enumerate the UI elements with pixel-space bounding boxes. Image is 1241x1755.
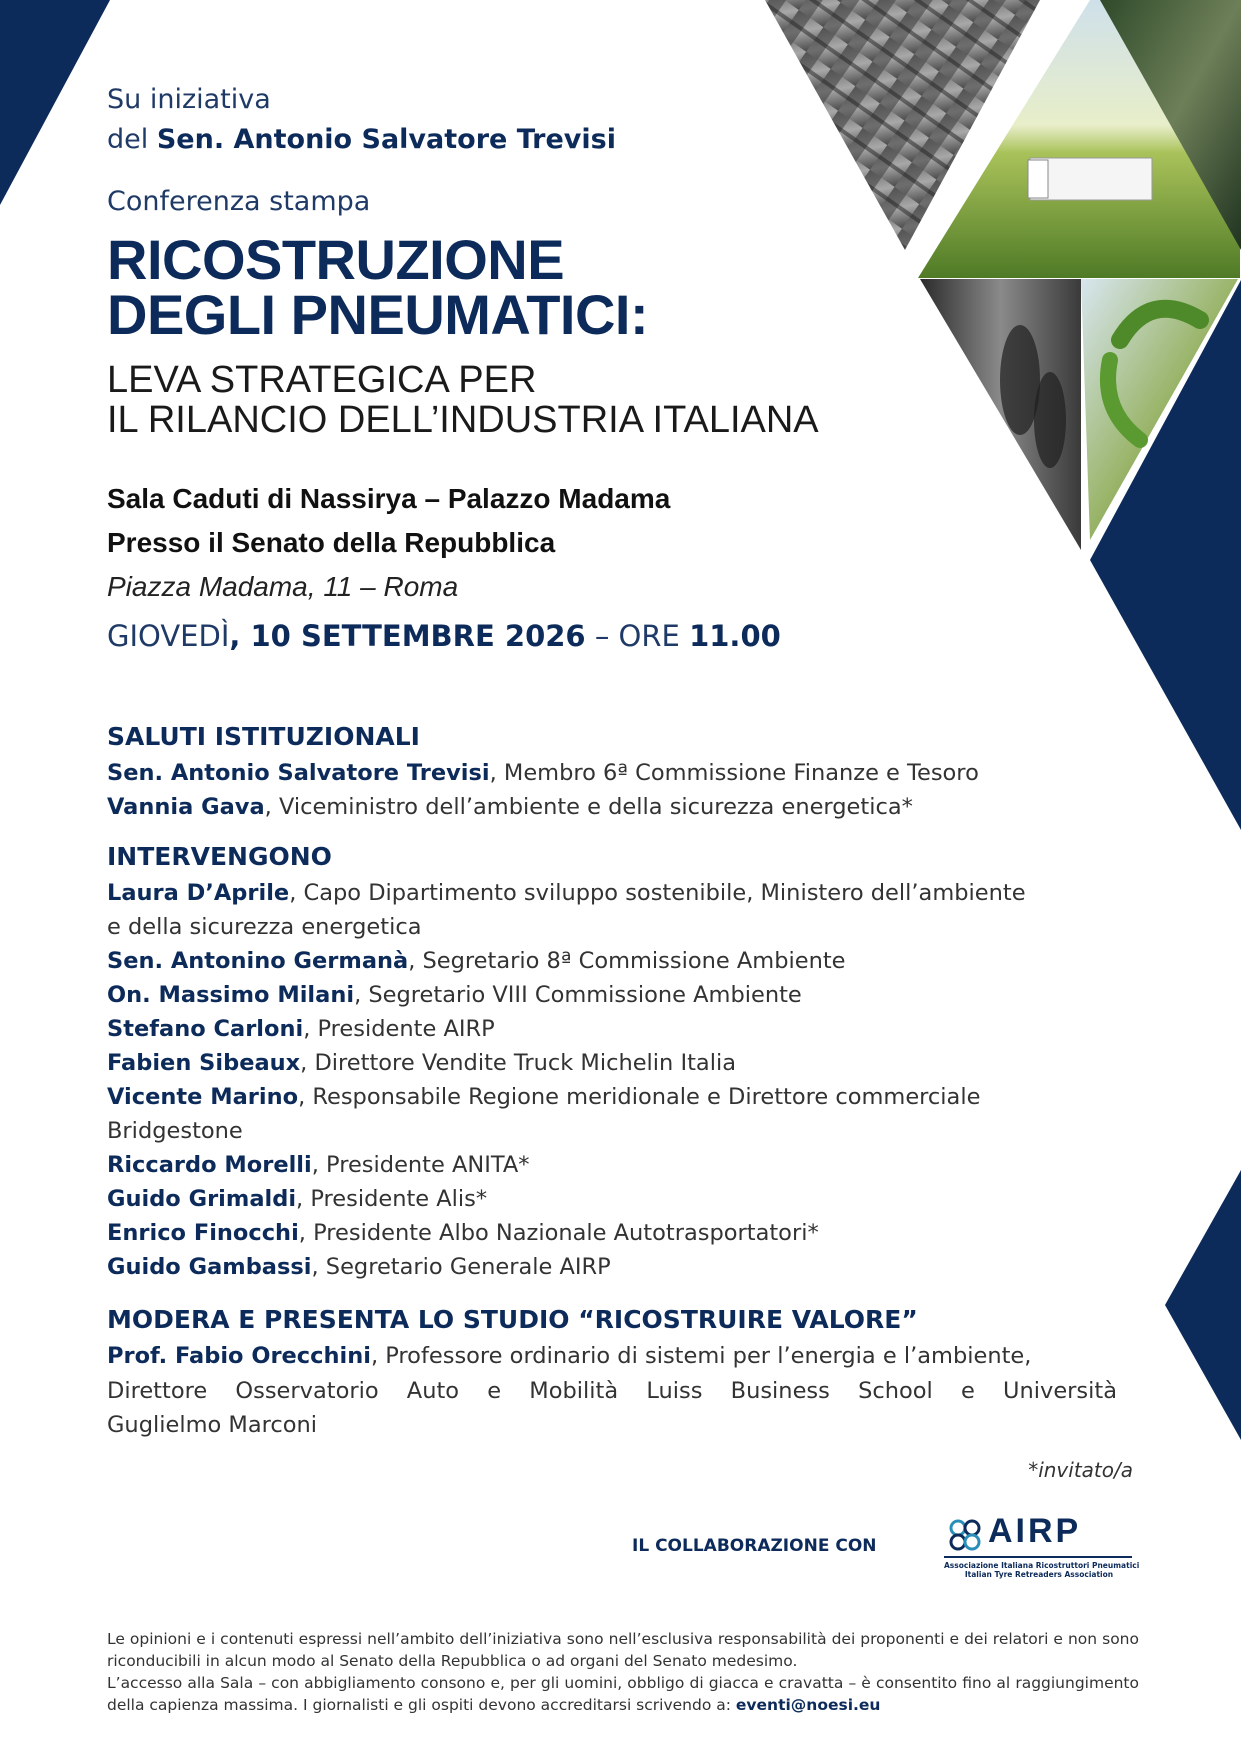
- speaker-name: Enrico Finocchi: [107, 1220, 299, 1246]
- speaker-row: [107, 1012, 495, 1046]
- event-time: 11.00: [689, 619, 781, 653]
- speaker-role-continued: e della sicurezza energetica: [107, 914, 422, 940]
- airp-logo-subtitle-1: Associazione Italiana Ricostruttori Pneumatici: [944, 1561, 1140, 1570]
- speaker-row: [107, 1182, 487, 1216]
- speaker-row: [107, 978, 802, 1012]
- speaker-role: , Segretario VIII Commissione Ambiente: [354, 982, 802, 1008]
- event-date: [107, 619, 781, 653]
- speaker-name: Fabien Sibeaux: [107, 1050, 301, 1076]
- speaker-row: [107, 790, 913, 824]
- speaker-role: , Responsabile Regione meridionale e Direttore commerciale: [298, 1084, 981, 1110]
- speaker-role: , Membro 6ª Commissione Finanze e Tesoro: [489, 760, 979, 786]
- speaker-name: Sen. Antonio Salvatore Trevisi: [107, 760, 490, 786]
- airp-logo-subtitle-2: Italian Tyre Retreaders Association: [964, 1570, 1114, 1579]
- moderator-name: Prof. Fabio Orecchini: [107, 1343, 371, 1369]
- section-heading-intervengono: INTERVENGONO: [107, 842, 332, 871]
- moderator-role: , Professore ordinario di sistemi per l’energia e l’ambiente,: [370, 1343, 1032, 1369]
- speaker-role: , Capo Dipartimento sviluppo sostenibile, Ministero dell’ambiente: [289, 880, 1026, 906]
- speaker-role: , Segretario Generale AIRP: [311, 1254, 611, 1280]
- speaker-name: Sen. Antonino Germanà: [107, 948, 409, 974]
- speaker-name: Stefano Carloni: [107, 1016, 304, 1042]
- title-line-1: RICOSTRUZIONE: [107, 228, 565, 291]
- speaker-row: [107, 1080, 980, 1114]
- speaker-row: [107, 1148, 529, 1182]
- speaker-role: , Viceministro dell’ambiente e della sicurezza energetica*: [264, 794, 913, 820]
- initiative-line: Su iniziativa: [107, 84, 271, 115]
- speaker-name: Guido Gambassi: [107, 1254, 312, 1280]
- speaker-row: [107, 876, 1026, 910]
- accreditation-email[interactable]: eventi@noesi.eu: [735, 1696, 881, 1714]
- speaker-role: , Segretario 8ª Commissione Ambiente: [408, 948, 846, 974]
- airp-logo: [944, 1512, 1140, 1579]
- speaker-name: On. Massimo Milani: [107, 982, 355, 1008]
- initiative-prefix: del: [107, 124, 149, 155]
- section-heading-modera: MODERA E PRESENTA LO STUDIO “RICOSTRUIRE VALORE”: [107, 1305, 918, 1334]
- speaker-role: , Presidente Alis*: [296, 1186, 488, 1212]
- title-line-2: DEGLI PNEUMATICI:: [107, 283, 649, 346]
- speaker-name: Riccardo Morelli: [107, 1152, 312, 1178]
- speaker-name: Guido Grimaldi: [107, 1186, 297, 1212]
- collaboration-label: IL COLLABORAZIONE CON: [632, 1536, 877, 1556]
- speaker-role-continued: Bridgestone: [107, 1118, 243, 1144]
- venue-line-2: Presso il Senato della Repubblica: [107, 527, 556, 558]
- navy-triangle-bottom-right: [1165, 1170, 1241, 1440]
- initiative-promoter: [107, 120, 616, 160]
- speaker-role: , Presidente AIRP: [303, 1016, 495, 1042]
- subtitle-line-2: IL RILANCIO DELL’INDUSTRIA ITALIANA: [107, 399, 819, 441]
- disclaimer-paragraph-1: Le opinioni e i contenuti espressi nell’ambito dell’iniziativa sono nell’esclusiva responsabilità dei proponenti e dei relatori e non sono riconducibili in alcun modo al Senato della Repubblica o ad organi del Senato medesimo.: [107, 1630, 1139, 1670]
- section-heading-saluti: SALUTI ISTITUZIONALI: [107, 722, 420, 751]
- speaker-role: , Presidente ANITA*: [311, 1152, 530, 1178]
- airp-logo-icon: [946, 1516, 986, 1556]
- truck-cab: [1028, 160, 1048, 198]
- airp-logo-text: AIRP: [988, 1512, 1082, 1550]
- moderator-role-line-3: Guglielmo Marconi: [107, 1412, 318, 1438]
- disclaimer-access-text: L’accesso alla Sala – con abbigliamento consono e, per gli uomini, obbligo di giacca e cravatta – è consentito fino al raggiungimento della capienza massima. I giornalisti e gli ospiti devono accreditarsi scrivendo a:: [107, 1674, 1139, 1714]
- navy-triangle-top-left: [0, 0, 110, 205]
- speaker-row: [107, 944, 846, 978]
- event-time-prefix: – ORE: [585, 619, 690, 653]
- moderator-row: [107, 1339, 1031, 1373]
- speaker-name: Vicente Marino: [107, 1084, 299, 1110]
- moderator-role-line-2: Direttore Osservatorio Auto e Mobilità Luiss Business School e Università: [107, 1378, 1117, 1404]
- speaker-row: [107, 1250, 611, 1284]
- speaker-name: Laura D’Aprile: [107, 880, 290, 906]
- speaker-name: Vannia Gava: [107, 794, 265, 820]
- speaker-row: [107, 1046, 736, 1080]
- disclaimer: [107, 1628, 1139, 1716]
- subtitle-line-1: LEVA STRATEGICA PER: [107, 359, 537, 401]
- speaker-row: [107, 756, 979, 790]
- invited-note: *invitato/a: [1028, 1458, 1133, 1482]
- disclaimer-paragraph-2: [107, 1672, 1139, 1716]
- logo-divider: [944, 1556, 1132, 1558]
- venue-line-1: Sala Caduti di Nassirya – Palazzo Madama: [107, 483, 671, 514]
- speaker-role: , Direttore Vendite Truck Michelin Italia: [300, 1050, 736, 1076]
- speaker-role: , Presidente Albo Nazionale Autotrasportatori*: [298, 1220, 819, 1246]
- event-date-value: , 10 SETTEMBRE 2026: [229, 619, 586, 653]
- initiative-name: Sen. Antonio Salvatore Trevisi: [156, 124, 616, 155]
- speaker-row: [107, 1216, 819, 1250]
- event-type: Conferenza stampa: [107, 186, 371, 217]
- venue-address: Piazza Madama, 11 – Roma: [107, 571, 459, 602]
- event-day: GIOVEDÌ: [107, 619, 230, 653]
